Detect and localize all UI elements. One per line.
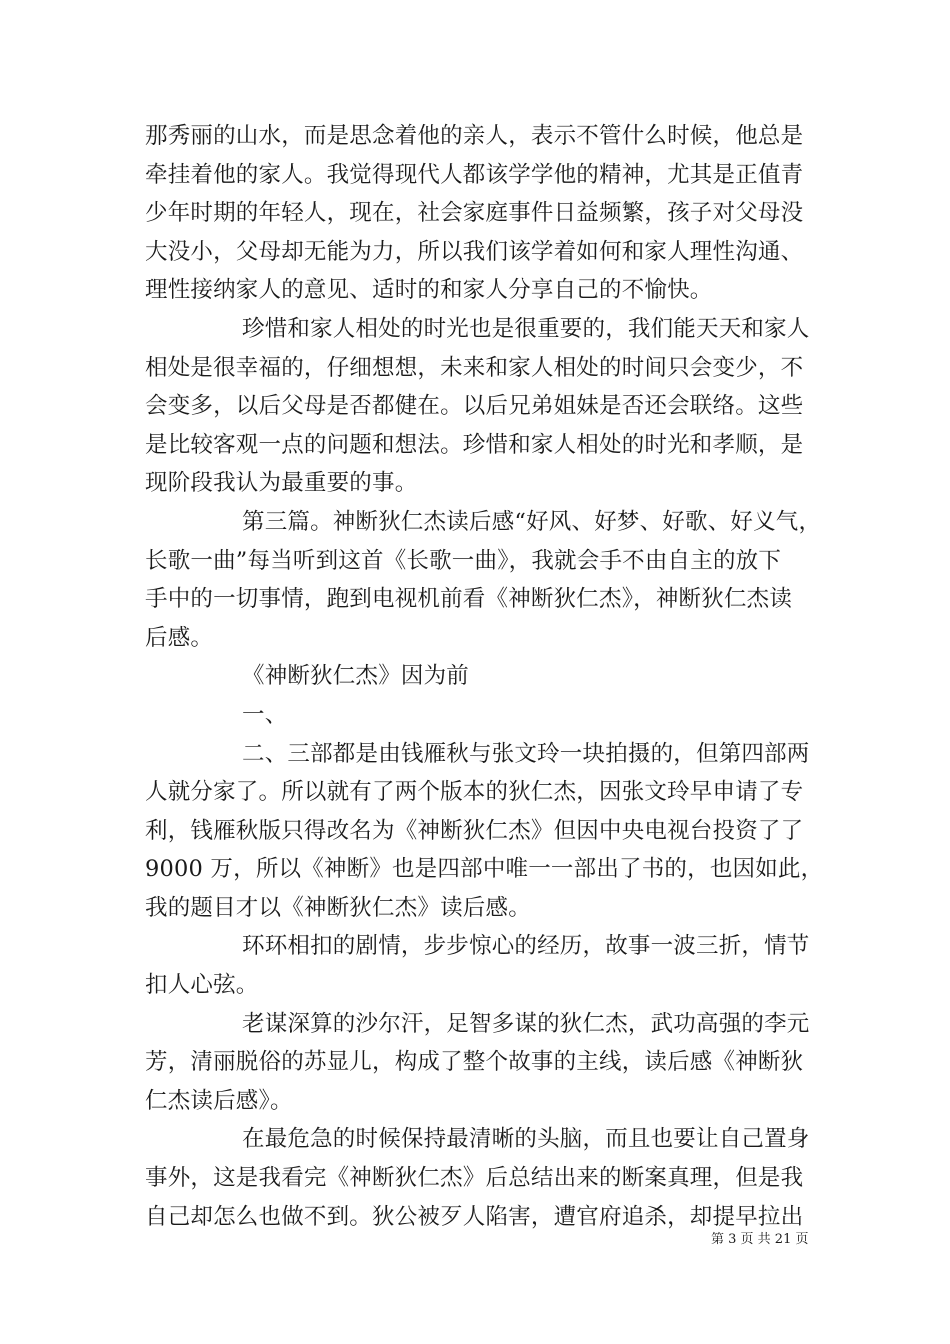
- text-line: 二、三部都是由钱雁秋与张文玲一块拍摄的，但第四部两: [242, 740, 810, 767]
- text-line: 第三篇。神断狄仁杰读后感“好风、好梦、好歌、好义气，: [242, 508, 822, 535]
- text-line: 利，钱雁秋版只得改名为《神断狄仁杰》但因中央电视台投资了了: [145, 817, 804, 844]
- text-line: 9000 万，所以《神断》也是四部中唯一一部出了书的，也因如此，: [145, 856, 824, 883]
- text-line: 是比较客观一点的问题和想法。珍惜和家人相处的时光和孝顺，是: [145, 431, 804, 458]
- text-line: 《神断狄仁杰》因为前: [242, 663, 470, 690]
- text-line: 扣人心弦。: [145, 972, 259, 999]
- text-line: 一、: [242, 701, 288, 728]
- page-number-footer: 第 3 页 共 21 页: [711, 1232, 809, 1247]
- text-line: 事外，这是我看完《神断狄仁杰》后总结出来的断案真理，但是我: [145, 1165, 804, 1192]
- text-line: 珍惜和家人相处的时光也是很重要的，我们能天天和家人: [242, 315, 810, 342]
- text-line: 芳，清丽脱俗的苏显儿，构成了整个故事的主线，读后感《神断狄: [145, 1049, 804, 1076]
- body-text: [145, 117, 824, 1236]
- text-line: 大没小，父母却无能为力，所以我们该学着如何和家人理性沟通、: [145, 238, 804, 265]
- text-line: 老谋深算的沙尔汗，足智多谋的狄仁杰，武功高强的李元: [242, 1010, 810, 1037]
- text-line: 相处是很幸福的，仔细想想，未来和家人相处的时间只会变少，不: [145, 354, 804, 381]
- text-line: 自己却怎么也做不到。狄公被歹人陷害，遭官府追杀，却提早拉出: [145, 1203, 804, 1230]
- text-line: 人就分家了。所以就有了两个版本的狄仁杰，因张文玲早申请了专: [145, 779, 804, 806]
- text-line: 环环相扣的剧情，步步惊心的经历，故事一波三折，情节: [242, 933, 810, 960]
- text-line: 手中的一切事情，跑到电视机前看《神断狄仁杰》，神断狄仁杰读: [145, 586, 793, 613]
- text-line: 牵挂着他的家人。我觉得现代人都该学学他的精神，尤其是正值青: [145, 161, 804, 188]
- text-line: 后感。: [145, 624, 214, 651]
- text-line: 会变多，以后父母是否都健在。以后兄弟姐妹是否还会联络。这些: [145, 393, 804, 420]
- text-line: 在最危急的时候保持最清晰的头脑，而且也要让自己置身: [242, 1126, 810, 1153]
- text-line: 我的题目才以《神断狄仁杰》读后感。: [145, 894, 531, 921]
- text-line: 现阶段我认为最重要的事。: [145, 470, 418, 497]
- text-line: 理性接纳家人的意见、适时的和家人分享自己的不愉快。: [145, 277, 713, 304]
- text-line: 长歌一曲”每当听到这首《长歌一曲》，我就会手不由自主的放下: [145, 547, 782, 574]
- text-line: 仁杰读后感》。: [145, 1087, 293, 1114]
- text-line: 少年时期的年轻人，现在，社会家庭事件日益频繁，孩子对父母没: [145, 200, 804, 227]
- text-line: 那秀丽的山水，而是思念着他的亲人，表示不管什么时候，他总是: [145, 123, 804, 149]
